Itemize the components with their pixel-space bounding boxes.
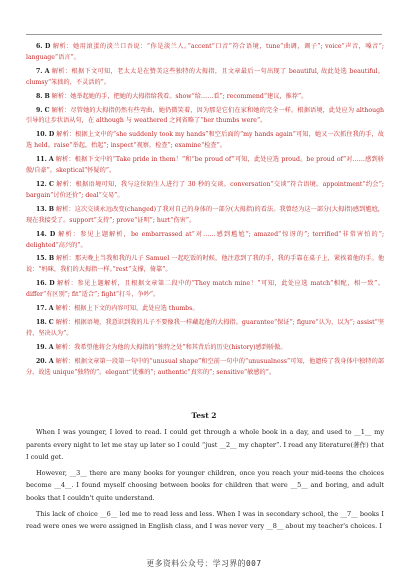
answer-option: A (48, 357, 54, 365)
answer-option: A (48, 156, 54, 164)
answer-item (26, 205, 384, 227)
answer-number: 8. (36, 92, 43, 100)
answer-explanation: 解析：我希望他将会为他的大拇指的“独特之处”和其背后的历史(history)感到骄傲。 (55, 343, 287, 351)
answer-number: 10. (36, 131, 47, 139)
answer-item (26, 254, 384, 276)
header-rule (26, 34, 382, 35)
answer-number: 7. (36, 67, 43, 75)
answer-item (26, 279, 384, 301)
answer-item (26, 155, 384, 177)
answer-item (26, 304, 384, 315)
answer-number: 11. (36, 156, 47, 164)
answer-explanation: 解析：根据上下文的内容可知，此处应选 thumbs。 (55, 305, 199, 313)
answer-item (26, 130, 384, 152)
answer-option: D (49, 230, 56, 238)
footer-watermark: 更多资料公众号：学习界的007 (146, 559, 262, 568)
answer-item (26, 42, 384, 64)
answer-item (26, 180, 384, 202)
passage-paragraph: However, __3__ there are many books for younger children, once you reach your mid-teens the choices become __4__. I found myself choosing between books for children that were __5__ and boring, and adult books that I couldn't quite understand. (26, 468, 384, 502)
answer-number: 6. (36, 43, 43, 50)
answer-explanation: 解析：这次交谈永远改变(changed)了我对自己的身体的一部分(大拇指)的看法。我曾经为这一部分(大拇指)感到尴尬，现在我接受了。support“支持”; prove“证明”; hurt“伤害”。 (26, 205, 384, 224)
answer-explanation: 解析：根据语境，我意识到我的儿子不要像我一样藏起他的大拇指。guarantee“保证”; figure“认为，以为”; assist“坚持，坚决认为”。 (26, 318, 385, 337)
answer-explanation: 解析：参见上题解析，be embarrassed at“对……感到尴尬”; amazed“惊讶的”; terrified“非常害怕的”; delighted“高兴的”。 (26, 230, 385, 249)
answer-explanation: 解析：她用滚蛋的淡兰口吾说：“你是淡兰人。”accent“口音”符合语境，tune“曲调，调子”; voice“声音，嗓音”; language“语言”。 (26, 43, 384, 61)
answer-option: D (48, 131, 55, 139)
answer-explanation: 解析：根据语境可知，我与这位陌生人进行了 30 秒的交谈。conversation“交谈”符合语境。appointment“约会”; bargain“讨价还价”; deal“交易”。 (26, 180, 384, 199)
answer-option: A (44, 67, 50, 75)
answer-list (26, 42, 384, 381)
passage-paragraph: This lack of choice __6__ led me to read less and less. When I was in secondary school, the __7__ books I read were ones we were assigned in English class, and I was never very __8__ about my teacher's choices. I (26, 509, 384, 531)
answer-item (26, 230, 384, 252)
answer-option: B (48, 255, 55, 263)
test-title: Test 2 (191, 411, 217, 420)
answer-item (26, 318, 384, 340)
answer-explanation: 解析：根据文章第一段第一句中的“unusual shape”和空前一句中的“unusualness”可知，他遗传了我身体中独特的部分，故选 unique“独特的”。elegant“优雅的”; authentic“真实的”; sensitive“敏感的”。 (26, 357, 385, 376)
answer-explanation: 解析：根据下文中的“Take pride in them！”和“be proud of”可知，此处应选 proud。be proud of“对……感到骄傲/自豪”。skeptical“怀疑的”。 (26, 156, 384, 175)
answer-number: 15. (36, 255, 47, 263)
answer-explanation: 解析：根据下文可知，老太太是在赞美这些独特的大拇指，且文章最后一句出现了 beautiful, 故此处选 beautiful。clumsy“笨拙的，不灵活的”。 (26, 67, 385, 86)
answer-option: D (44, 43, 51, 50)
answer-item (26, 106, 384, 128)
answer-option: C (44, 106, 50, 114)
answer-option: B (48, 205, 55, 213)
answer-explanation: 解析：根据上文中的“she suddenly took my hands”和空后面的“my hands again”可知，她又一次抓住我的手，故选 held。raise“举起，抬起”; inspect“视察，检查”; examine“检查”。 (26, 131, 384, 150)
reading-passage (26, 426, 384, 536)
answer-option: C (48, 318, 54, 326)
answer-option: B (44, 92, 50, 100)
answer-item (26, 343, 384, 354)
passage-paragraph: When I was younger, I loved to read. I could get through a whole book in a day, and used to __1__ my parents every night to let me stay up later so I could “just __2__ my chapter”. I read any literature(著作) that I could get. (26, 428, 384, 462)
answer-item (26, 92, 384, 103)
answer-explanation: 解析：那天晚上当我和我的儿子 Samuel 一起吃饭的时候，他注意到了我的手，我的手靠在桌子上，紧挨着他的手。他说：“妈咪，我们的大拇指一样。”rest“支撑，倚靠”。 (26, 255, 385, 274)
answer-number: 13. (36, 205, 47, 213)
answer-option: C (49, 180, 54, 188)
answer-explanation: 解析：她举起她的手，把她的大拇指给我看。show“给……看”; recommend“建议，推荐”。 (51, 92, 308, 100)
answer-number: 14. (36, 230, 47, 238)
answer-explanation: 解析：参见上题解析，且根据文章第二段中的“They match mine！”可知，此处应选 match“相配，相一致”。differ“有区别”; fit“适合”; fight“打斗，争吵”。 (26, 280, 385, 299)
answer-number: 17. (36, 305, 47, 313)
answer-option: A (48, 343, 54, 351)
answer-item (26, 357, 384, 379)
answer-number: 19. (36, 343, 47, 351)
answer-number: 9. (36, 106, 43, 114)
answer-option: D (49, 280, 55, 288)
answer-item (26, 67, 384, 89)
answer-number: 12. (36, 180, 47, 188)
answer-number: 18. (36, 318, 47, 326)
answer-option: A (48, 305, 54, 313)
answer-number: 20. (36, 357, 47, 365)
answer-explanation: 解析：尽管她的大拇指仍然有些弯曲，她仍微笑着，因为那是它们在家和她的完全一样。根据语境，此处应为 although 引导的让步状语从句，在 although 与 weathered 之间省略了“her thumbs were”。 (26, 106, 385, 125)
answer-number: 16. (36, 280, 47, 288)
